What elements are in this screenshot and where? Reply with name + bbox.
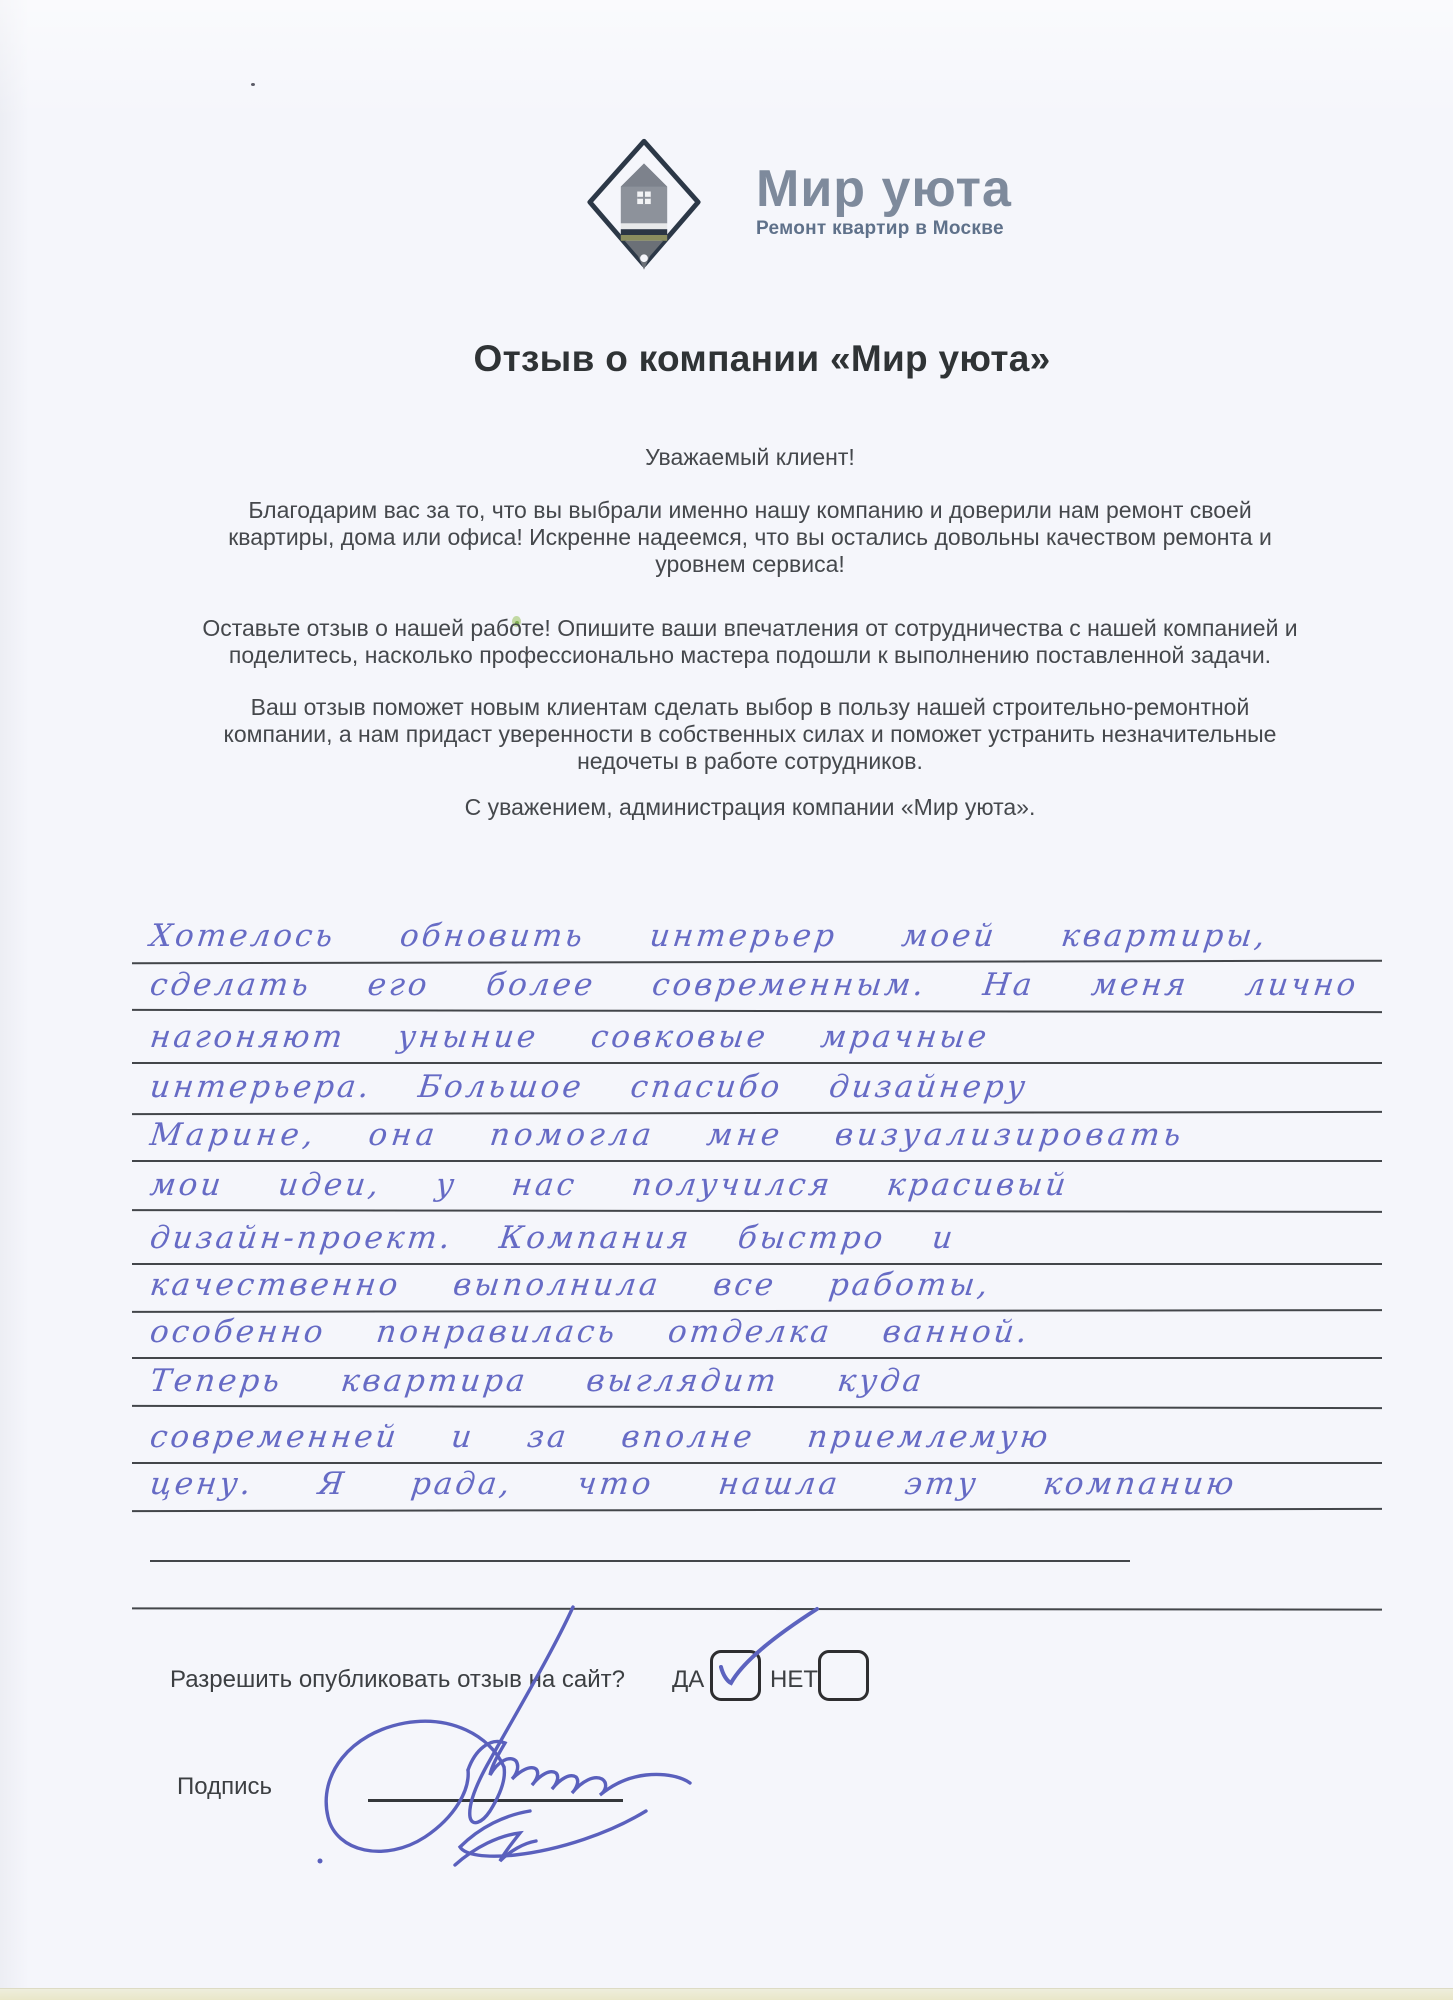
greeting-line: Уважаемый клиент!	[645, 444, 855, 470]
paragraph-line: компании, а нам придаст уверенности в собственных силах и поможет устранить незначительные	[223, 721, 1277, 747]
yes-label: ДА	[672, 1666, 705, 1693]
ruled-line	[132, 1405, 1382, 1409]
handwriting-line: Хотелось обновить интерьер моей квартиры,	[148, 918, 1270, 954]
form-title: Отзыв о компании «Мир уюта»	[473, 338, 1051, 379]
ruled-line	[132, 1062, 1382, 1064]
paragraph-line: поделитесь, насколько профессионально мастера подошли к выполнению поставленной задачи.	[228, 642, 1272, 668]
paragraph-line: Оставьте отзыв о нашей работе! Опишите ваши впечатления от сотрудничества с нашей компанией и	[202, 615, 1298, 641]
intro-paragraph-1	[160, 497, 1340, 578]
paragraph-line: уровнем сервиса!	[655, 551, 845, 577]
handwriting-line: Теперь квартира выглядит куда	[148, 1363, 927, 1399]
paragraph-line: недочеты в работе сотрудников.	[577, 748, 923, 774]
closing-line: С уважением, администрация компании «Мир уюта».	[464, 794, 1036, 820]
intro-paragraph-2	[160, 615, 1340, 669]
ruled-line	[132, 1357, 1382, 1359]
ruled-line	[132, 1209, 1382, 1213]
ruled-line	[132, 1607, 1382, 1610]
signature-label: Подпись	[177, 1773, 272, 1800]
handwriting-line: сделать его более современным. На меня лично	[148, 967, 1361, 1003]
ruled-line	[132, 1263, 1382, 1265]
company-name: Мир уюта	[756, 160, 1012, 218]
no-label: НЕТ	[770, 1666, 818, 1693]
handwriting-line: интерьера. Большое спасибо дизайнеру	[148, 1069, 1031, 1105]
ruled-line	[132, 1009, 1382, 1013]
scan-speck	[251, 83, 255, 86]
handwriting-line: Марине, она помогла мне визуализировать	[148, 1117, 1187, 1153]
ruled-line	[132, 960, 1382, 965]
ruled-line	[132, 1508, 1382, 1512]
ruled-line	[150, 1560, 1130, 1562]
no-checkbox[interactable]	[818, 1650, 869, 1701]
company-tagline: Ремонт квартир в Москве	[756, 218, 1004, 239]
handwriting-line: мои идеи, у нас получился красивый	[148, 1167, 1071, 1203]
publish-consent-question: Разрешить опубликовать отзыв на сайт?	[170, 1666, 625, 1693]
handwriting-line: современней и за вполне приемлемую	[148, 1419, 1053, 1455]
company-logo-text	[756, 160, 1012, 240]
paragraph-line: Благодарим вас за то, что вы выбрали именно нашу компанию и доверили нам ремонт своей	[248, 497, 1252, 523]
ruled-line	[132, 1160, 1382, 1162]
handwritten-signature	[290, 1565, 750, 1895]
paragraph-line: квартиры, дома или офиса! Искренне надеемся, что вы остались довольны качеством ремонта и	[228, 524, 1272, 550]
company-logo-brush-icon	[586, 138, 702, 274]
ruled-line	[132, 1462, 1382, 1464]
intro-paragraph-3	[160, 694, 1340, 775]
handwriting-line: цену. Я рада, что нашла эту компанию	[148, 1466, 1239, 1502]
ruled-line	[132, 1111, 1382, 1115]
handwriting-line: особенно понравилась отделка ванной.	[148, 1314, 1032, 1350]
signature-line	[368, 1799, 623, 1802]
handwriting-line: нагоняют уныние совковые мрачные	[148, 1019, 992, 1055]
handwriting-line: качественно выполнила все работы,	[148, 1267, 993, 1303]
scan-edge-artifact	[0, 1988, 1453, 2000]
handwriting-line: дизайн-проект. Компания быстро и	[148, 1220, 958, 1256]
yes-checkbox[interactable]	[710, 1650, 761, 1701]
paragraph-line: Ваш отзыв поможет новым клиентам сделать выбор в пользу нашей строительно-ремонтной	[250, 694, 1250, 720]
ruled-line	[132, 1309, 1382, 1313]
